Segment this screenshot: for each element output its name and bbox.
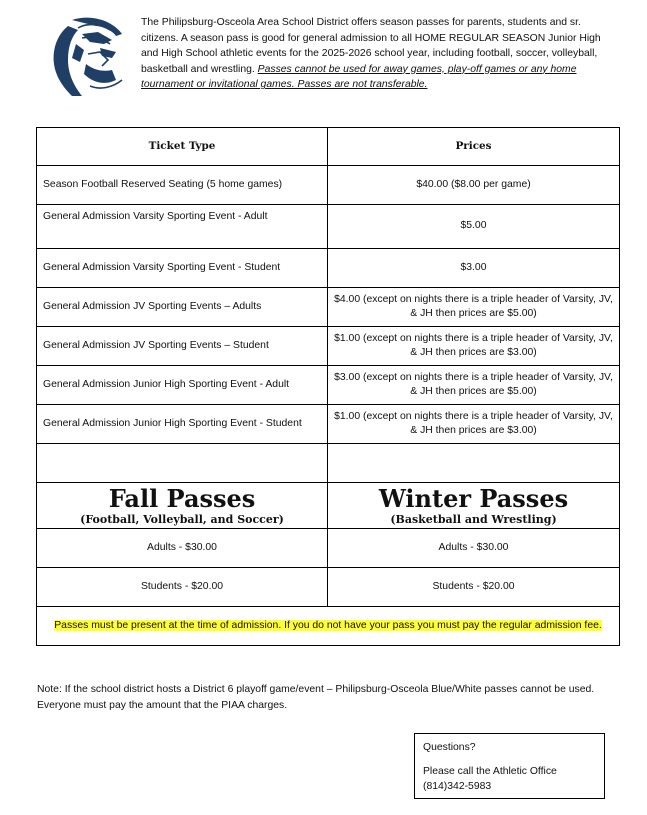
- intro-warning: Passes cannot be used for away games, play-off games or any home tournament or invitational games. Passes are not transferable.: [141, 63, 577, 91]
- price-cell: $1.00 (except on nights there is a triple header of Varsity, JV, & JH then prices are $3.00): [328, 405, 620, 444]
- blank-row: [37, 444, 620, 483]
- ticket-type-cell: General Admission JV Sporting Events – Adults: [37, 288, 328, 327]
- questions-label: Questions?: [423, 742, 476, 753]
- intro-text: The Philipsburg-Osceola Area School District offers season passes for parents, students and sr. citizens. A season pass is good for general admission to all HOME REGULAR SEASON Junior High and High School athletic events for the 2025-2026 school year, including football, soccer, volleyball, basketball and wrestling.: [141, 17, 601, 75]
- notice-row: [37, 607, 620, 646]
- questions-phone: (814)342-5983: [423, 781, 492, 792]
- questions-line: Please call the Athletic Office: [423, 766, 557, 777]
- table-header-row: [37, 128, 620, 166]
- table-row: [37, 327, 620, 366]
- price-cell: $4.00 (except on nights there is a triple header of Varsity, JV, & JH then prices are $5.00): [328, 288, 620, 327]
- prices-header: Prices: [328, 128, 620, 166]
- winter-adult-price: Adults - $30.00: [328, 529, 620, 568]
- price-cell: $3.00: [328, 249, 620, 288]
- ticket-type-cell: General Admission Junior High Sporting Event - Student: [37, 405, 328, 444]
- table-row: [37, 366, 620, 405]
- passes-adult-row: [37, 529, 620, 568]
- admission-notice: Passes must be present at the time of admission. If you do not have your pass you must pay the regular admission fee.: [54, 619, 602, 631]
- table-row: [37, 405, 620, 444]
- price-cell: $5.00: [328, 205, 620, 249]
- blank-cell: [37, 444, 328, 483]
- ticket-price-table: [36, 127, 620, 646]
- winter-passes-title: Winter Passes: [378, 484, 569, 513]
- notice-cell: [37, 607, 620, 646]
- questions-box: [414, 733, 605, 799]
- blank-cell: [328, 444, 620, 483]
- table-row: [37, 205, 620, 249]
- price-cell: $3.00 (except on nights there is a triple header of Varsity, JV, & JH then prices are $5.00): [328, 366, 620, 405]
- ticket-type-cell: General Admission Junior High Sporting Event - Adult: [37, 366, 328, 405]
- intro-paragraph: [141, 15, 619, 93]
- winter-passes-subtitle: (Basketball and Wrestling): [390, 513, 557, 526]
- price-cell: $1.00 (except on nights there is a triple header of Varsity, JV, & JH then prices are $3.00): [328, 327, 620, 366]
- ticket-type-cell: General Admission JV Sporting Events – Student: [37, 327, 328, 366]
- ticket-type-cell: General Admission Varsity Sporting Event - Adult: [37, 205, 328, 249]
- table-row: [37, 249, 620, 288]
- fall-passes-title: Fall Passes: [108, 484, 256, 513]
- fall-passes-header: [37, 483, 328, 529]
- price-cell: $40.00 ($8.00 per game): [328, 166, 620, 205]
- warrior-mascot-logo: [42, 14, 128, 100]
- fall-adult-price: Adults - $30.00: [37, 529, 328, 568]
- passes-student-row: [37, 568, 620, 607]
- passes-header-row: [37, 483, 620, 529]
- ticket-type-cell: Season Football Reserved Seating (5 home games): [37, 166, 328, 205]
- fall-passes-subtitle: (Football, Volleyball, and Soccer): [80, 513, 284, 526]
- fall-student-price: Students - $20.00: [37, 568, 328, 607]
- winter-passes-header: [328, 483, 620, 529]
- ticket-type-cell: General Admission Varsity Sporting Event - Student: [37, 249, 328, 288]
- winter-student-price: Students - $20.00: [328, 568, 620, 607]
- table-row: [37, 166, 620, 205]
- playoff-note: Note: If the school district hosts a District 6 playoff game/event – Philipsburg-Osceola Blue/White passes cannot be used. Everyone must pay the amount that the PIAA charges.: [37, 684, 595, 711]
- table-row: [37, 288, 620, 327]
- ticket-type-header: Ticket Type: [37, 128, 328, 166]
